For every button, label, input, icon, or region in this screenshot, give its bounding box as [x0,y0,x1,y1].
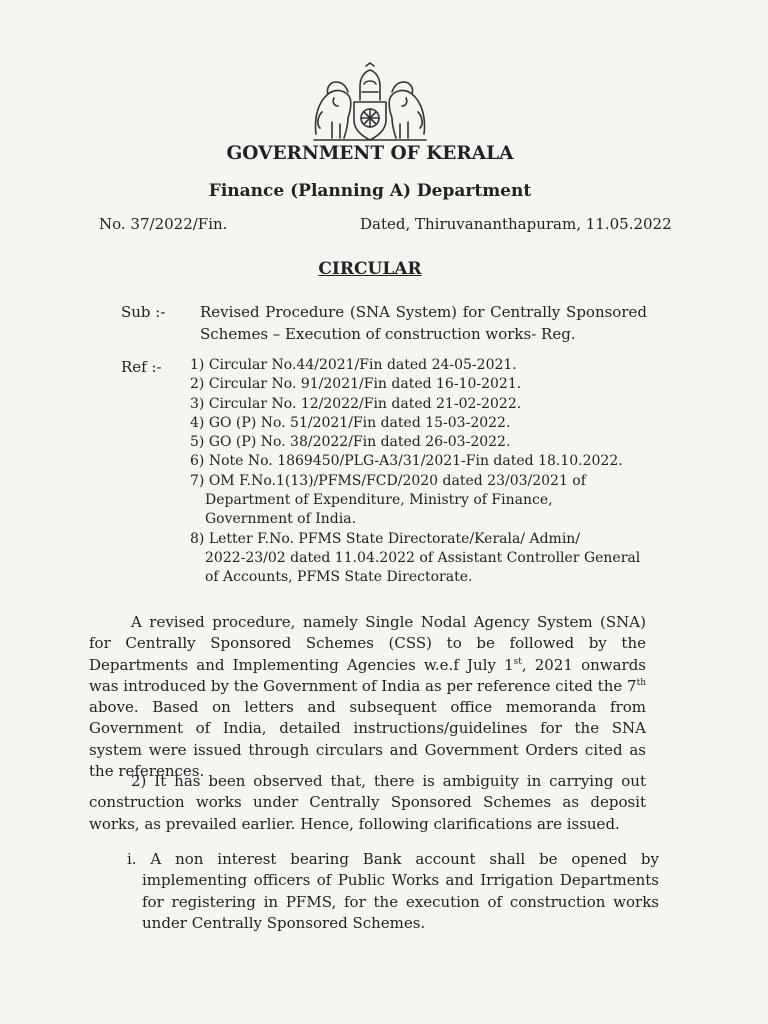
circular-date: Dated, Thiruvananthapuram, 11.05.2022 [360,215,672,233]
government-title: GOVERNMENT OF KERALA [226,143,514,164]
kerala-emblem-icon [308,62,432,144]
subject-text [200,301,647,345]
subject-label: Sub :- [121,303,166,321]
subject-line-2: Schemes – Execution of construction works- Reg. [200,325,576,343]
clarification-item-i: i. A non interest bearing Bank account shall be opened by implementing officers of Public Works and Irrigation Departments for registering in PFMS, for the execution of construction works under Centrally Sponsored Schemes. [127,850,659,932]
reference-item: 3) Circular No. 12/2022/Fin dated 21-02-2022. [190,395,522,412]
department-title: Finance (Planning A) Department [208,181,532,201]
reference-item-continuation: of Accounts, PFMS State Directorate. [205,569,473,586]
reference-list [190,356,640,588]
paragraph-2: 2) It has been observed that, there is ambiguity in carrying out construction works under Centrally Sponsored Schemes as deposit works, as prevailed earlier. Hence, following clarifications are issued. [89,772,646,833]
subject-line-1: Revised Procedure (SNA System) for Centrally Sponsored [200,303,647,321]
reference-item: 5) GO (P) No. 38/2022/Fin dated 26-03-2022. [190,434,511,451]
reference-item-continuation: 2022-23/02 dated 11.04.2022 of Assistant Controller General [205,549,641,566]
circular-number: No. 37/2022/Fin. [99,215,228,233]
reference-item-continuation: Department of Expenditure, Ministry of Finance, [205,492,553,509]
document-type-heading: CIRCULAR [318,259,422,279]
paragraph-1: A revised procedure, namely Single Nodal Agency System (SNA) for Centrally Sponsored Schemes (CSS) to be followed by the Departments and Implementing Agencies w.e.f July 1st, 2021 onwards was introduced by the Government of India as per reference cited the 7th above. Based on letters and subsequent office memoranda from Government of India, detailed instructions/guidelines for the SNA system were issued through circulars and Government Orders cited as the references. [89,613,647,781]
reference-label: Ref :- [121,358,162,376]
reference-item-continuation: Government of India. [205,511,357,528]
reference-item: 6) Note No. 1869450/PLG-A3/31/2021-Fin dated 18.10.2022. [190,453,623,470]
reference-item: 1) Circular No.44/2021/Fin dated 24-05-2021. [190,357,517,373]
reference-item: 8) Letter F.No. PFMS State Directorate/Kerala/ Admin/ [190,530,581,547]
reference-item: 4) GO (P) No. 51/2021/Fin dated 15-03-2022. [190,414,511,431]
reference-item: 2) Circular No. 91/2021/Fin dated 16-10-2021. [190,376,522,393]
reference-item: 7) OM F.No.1(13)/PFMS/FCD/2020 dated 23/03/2021 of [190,472,586,489]
